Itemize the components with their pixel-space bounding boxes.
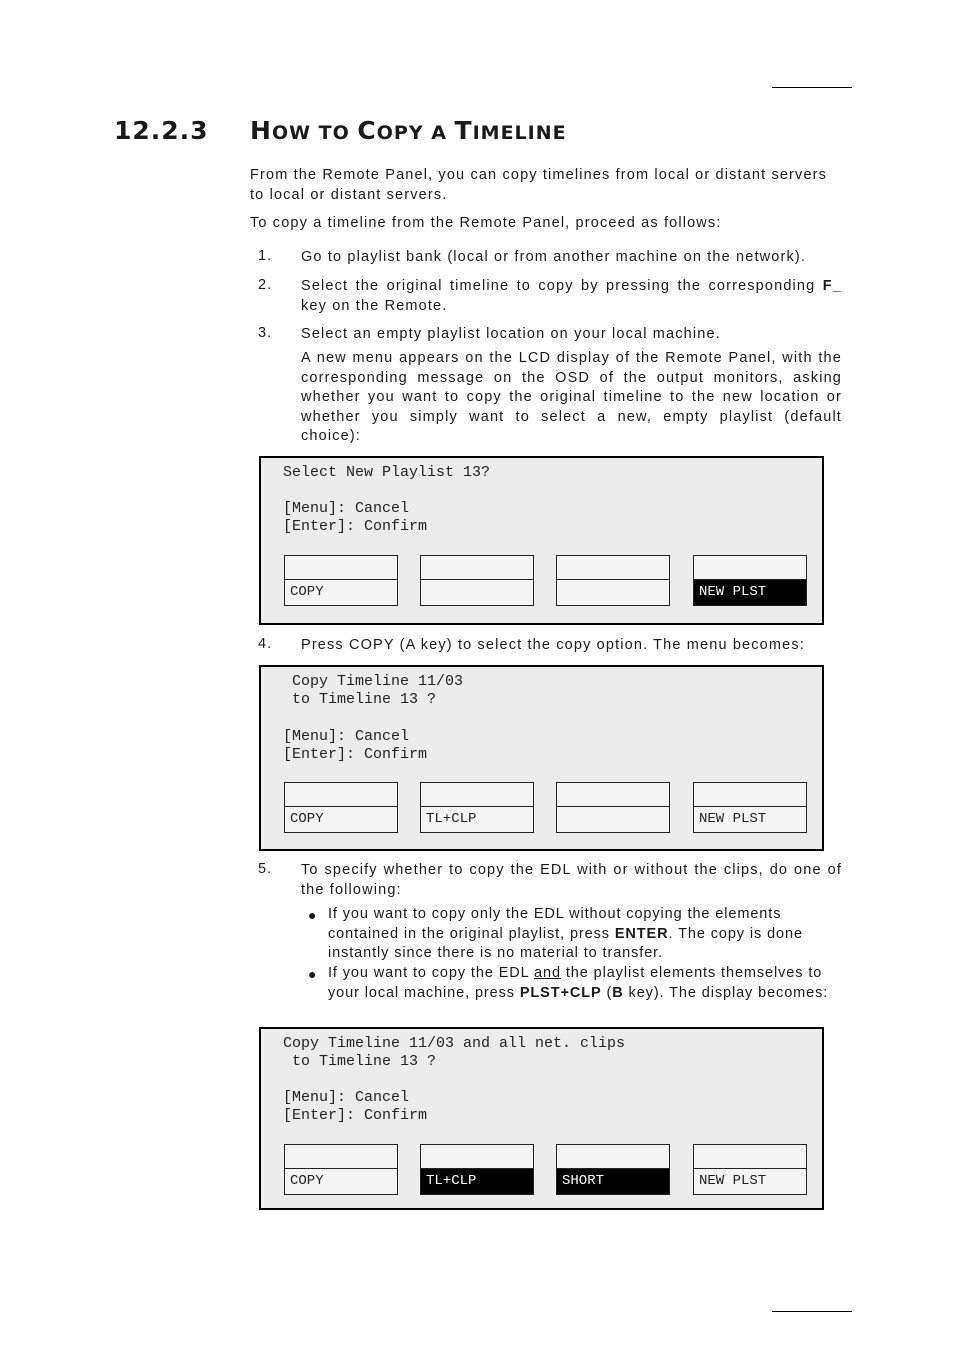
soft-key-b[interactable] (420, 782, 534, 833)
section-number: 12.2.3 (114, 116, 209, 145)
soft-key-d[interactable] (693, 782, 807, 833)
lcd-line: [Menu]: Cancel (283, 1089, 410, 1106)
lcd-line: [Menu]: Cancel (283, 500, 410, 517)
soft-key-d[interactable] (693, 1144, 807, 1195)
soft-key-label (421, 580, 533, 605)
intro-lead: To copy a timeline from the Remote Panel, proceed as follows: (250, 215, 722, 231)
step-5-text: To specify whether to copy the EDL with or without the clips, do one of the following: (301, 862, 842, 898)
soft-key-c[interactable] (556, 1144, 670, 1195)
lcd-display-copy-with-clips (259, 1027, 824, 1210)
step-1-number: 1. (258, 248, 273, 264)
step-3-number: 3. (258, 325, 273, 341)
step-2-text: Select the original timeline to copy by pressing the corresponding F_ key on the Remote. (301, 278, 842, 314)
step-3-text: Select an empty playlist location on your local machine. (301, 326, 721, 342)
soft-key-label: SHORT (557, 1169, 669, 1194)
step-3-note: A new menu appears on the LCD display of the Remote Panel, with the corresponding message on the OSD of the output monitors, asking whether you want to copy the original timeline to the new location or whether you simply want to select a new, empty playlist (default choice): (301, 350, 842, 444)
footer-rule (772, 1311, 852, 1312)
soft-key-a[interactable] (284, 555, 398, 606)
step-1-text: Go to playlist bank (local or from another machine on the network). (301, 249, 807, 265)
bullet-item-edl-only: If you want to copy only the EDL without copying the elements contained in the original playlist, press ENTER. The copy is done instantly since there is no material to transfer. (328, 906, 803, 961)
section-heading (114, 116, 567, 145)
soft-key-c[interactable] (556, 782, 670, 833)
soft-key-label: NEW PLST (694, 580, 806, 605)
soft-key-label (557, 807, 669, 832)
soft-key-b[interactable] (420, 555, 534, 606)
soft-key-label: NEW PLST (699, 811, 767, 827)
lcd-line: [Menu]: Cancel (283, 728, 410, 745)
soft-key-label (557, 580, 669, 605)
lcd-line: Select New Playlist 13? (283, 464, 491, 481)
intro-paragraph: From the Remote Panel, you can copy timelines from local or distant servers to local or distant servers. (250, 167, 828, 203)
soft-key-label: TL+CLP (421, 1169, 533, 1194)
lcd-line: [Enter]: Confirm (283, 1107, 428, 1124)
bullet-item-edl-and-clips: If you want to copy the EDL and the playlist elements themselves to your local machine, press PLST+CLP (B key). The display becomes: (328, 965, 829, 1001)
b-key-label: B (612, 984, 624, 1001)
header-rule (772, 87, 852, 88)
soft-key-label: TL+CLP (426, 811, 477, 827)
soft-key-label: NEW PLST (699, 1173, 767, 1189)
lcd-line: to Timeline 13 ? (283, 1053, 437, 1070)
lcd-line: [Enter]: Confirm (283, 746, 428, 763)
plst-clp-key-label: PLST+CLP (519, 984, 602, 1001)
bullet-icon: ● (308, 966, 317, 982)
soft-key-label: COPY (290, 584, 324, 600)
soft-key-label: COPY (290, 1173, 324, 1189)
lcd-line: Copy Timeline 11/03 and all net. clips (283, 1035, 626, 1052)
lcd-display-copy-timeline (259, 665, 824, 851)
step-4-text: Press COPY (A key) to select the copy option. The menu becomes: (301, 637, 805, 653)
lcd-line: Copy Timeline 11/03 (283, 673, 464, 690)
f-key-label: F_ (822, 278, 842, 294)
soft-key-c[interactable] (556, 555, 670, 606)
lcd-line: to Timeline 13 ? (283, 691, 437, 708)
step-4-number: 4. (258, 636, 273, 652)
section-title: HOW TO COPY A TIMELINE (250, 116, 567, 145)
enter-key-label: ENTER (614, 925, 669, 942)
lcd-display-new-playlist (259, 456, 824, 625)
soft-key-b[interactable] (420, 1144, 534, 1195)
soft-key-a[interactable] (284, 782, 398, 833)
soft-key-d[interactable] (693, 555, 807, 606)
step-2-number: 2. (258, 277, 273, 293)
soft-key-a[interactable] (284, 1144, 398, 1195)
lcd-line: [Enter]: Confirm (283, 518, 428, 535)
step-5-number: 5. (258, 861, 273, 877)
bullet-icon: ● (308, 907, 317, 923)
soft-key-label: COPY (290, 811, 324, 827)
